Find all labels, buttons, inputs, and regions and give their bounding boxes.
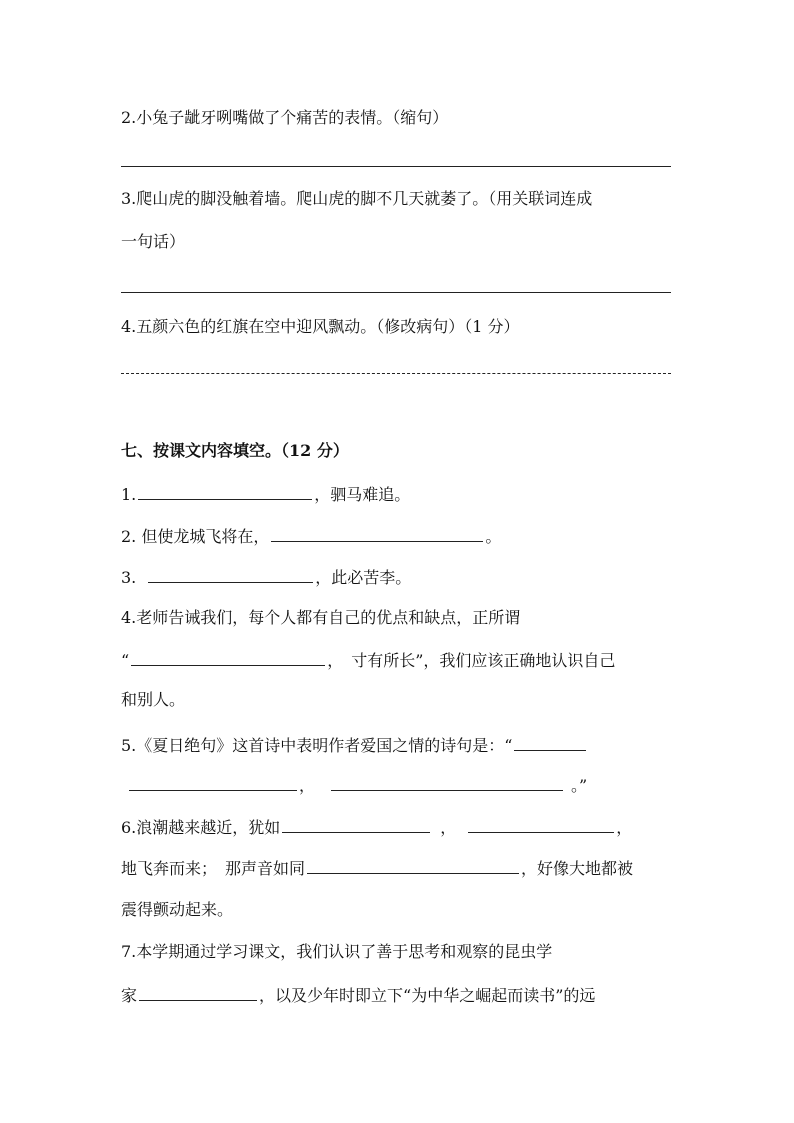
q7-item-3-text: ，此必苦李。 — [315, 568, 412, 587]
q6-item-3-line2: 一句话） — [121, 232, 186, 251]
q7-item-4-text: ， 寸有所长”，我们应该正确地认识自己 — [327, 651, 616, 670]
q7-item-6-line2-tail: ，好像大地都被 — [521, 859, 634, 878]
q7-item-5-line1 — [121, 733, 588, 757]
q7-item-4-open-quote: “ — [121, 651, 130, 670]
q7-item-4-line2 — [121, 648, 615, 672]
q7-item-6-comma-2: ， — [616, 818, 633, 837]
q7-item-6-blank-3[interactable] — [307, 856, 519, 874]
q7-item-6-line3: 震得颤动起来。 — [121, 900, 234, 919]
q7-item-7-blank[interactable] — [139, 983, 257, 1001]
q7-item-5-comma: ， — [299, 776, 316, 795]
q7-item-4-line1: 4.老师告诫我们，每个人都有自己的优点和缺点，正所谓 — [121, 608, 521, 627]
q7-item-5-blank-3[interactable] — [331, 773, 563, 791]
q7-item-4-blank[interactable] — [131, 648, 325, 666]
q6-item-4: 4.五颜六色的红旗在空中迎风飘动。（修改病句）（1 分） — [121, 317, 520, 336]
q7-item-2 — [121, 524, 501, 548]
q7-item-7-line2 — [121, 983, 595, 1007]
q7-item-1-text: ，驷马难追。 — [314, 485, 411, 504]
section-7-heading: 七、按课文内容填空。（12 分） — [121, 441, 349, 460]
q7-item-7-text: 家 — [121, 986, 138, 1005]
q7-item-1-number: 1. — [121, 485, 137, 504]
q7-item-6-line2 — [121, 856, 633, 880]
q7-item-3-number: 3. — [121, 568, 137, 587]
q7-item-6-line1 — [121, 815, 632, 839]
q7-item-4-line3: 和别人。 — [121, 690, 186, 709]
q7-item-2-end: 。 — [485, 527, 502, 546]
q7-item-6-line2-text: 地飞奔而来； 那声音如同 — [121, 859, 306, 878]
q7-item-5-blank-1[interactable] — [514, 733, 586, 751]
q7-item-7-tail: ，以及少年时即立下“为中华之崛起而读书”的远 — [259, 986, 596, 1005]
q6-item-3-line1: 3.爬山虎的脚没触着墙。爬山虎的脚不几天就萎了。（用关联词连成 — [121, 189, 593, 208]
q6-item-2: 2.小兔子龇牙咧嘴做了个痛苦的表情。（缩句） — [121, 108, 449, 127]
q7-item-5-blank-2[interactable] — [129, 773, 297, 791]
q7-item-5-text: 5.《夏日绝句》这首诗中表明作者爱国之情的诗句是：“ — [121, 736, 513, 755]
q7-item-2-blank[interactable] — [271, 524, 483, 542]
q7-item-6-blank-2[interactable] — [468, 815, 614, 833]
q7-item-5-end: 。” — [571, 776, 588, 795]
q7-item-2-text: 2. 但使龙城飞将在， — [121, 527, 270, 546]
q7-item-1 — [121, 482, 410, 506]
q7-item-6-comma: ， — [440, 818, 457, 837]
q7-item-1-blank[interactable] — [138, 482, 312, 500]
q7-item-5-line2 — [121, 773, 587, 797]
answer-line-q6-2[interactable] — [121, 166, 671, 167]
answer-line-q6-3[interactable] — [121, 292, 671, 293]
q7-item-7-line1: 7.本学期通过学习课文，我们认识了善于思考和观察的昆虫学 — [121, 942, 553, 961]
q7-item-3 — [121, 565, 411, 589]
q7-item-6-blank-1[interactable] — [282, 815, 430, 833]
q7-item-6-text: 6.浪潮越来越近，犹如 — [121, 818, 281, 837]
answer-line-q6-4[interactable] — [121, 373, 671, 374]
q7-item-3-blank[interactable] — [148, 565, 313, 583]
